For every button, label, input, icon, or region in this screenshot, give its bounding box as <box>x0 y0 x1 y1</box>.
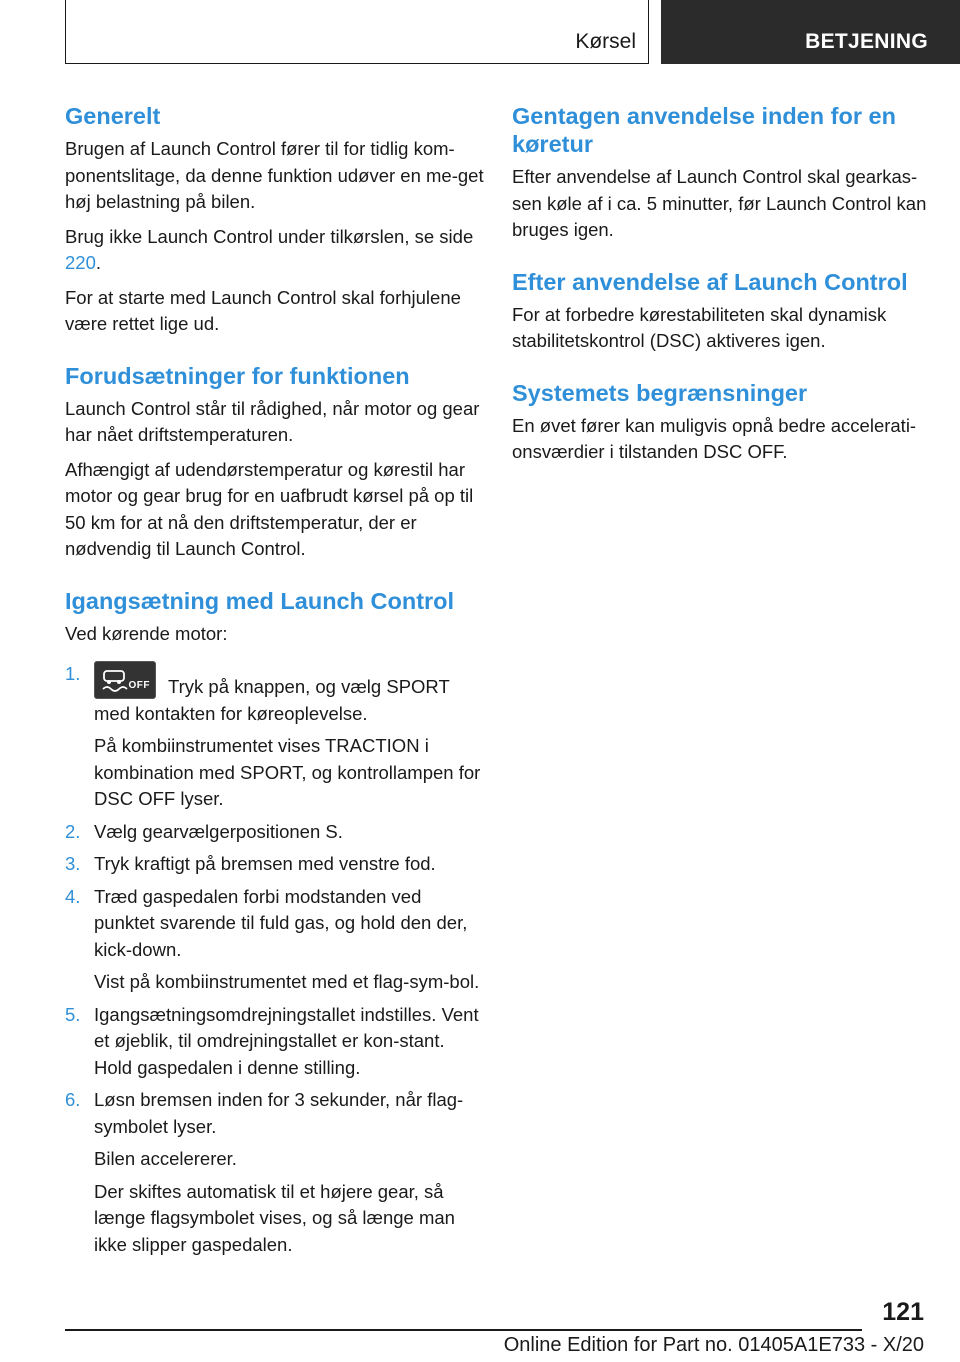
paragraph: Brugen af Launch Control fører til for tidlig kom-ponentslitage, da denne funktion udøver en me-get høj belastning på bilen. <box>65 138 484 212</box>
list-item <box>65 884 485 996</box>
page-reference-link[interactable]: 220 <box>65 252 96 273</box>
step-number: 6. <box>65 1089 81 1110</box>
page-number: 121 <box>882 1298 924 1326</box>
step-text <box>94 661 485 727</box>
step-number: 1. <box>65 663 81 684</box>
paragraph: Ved kørende motor: <box>65 622 228 644</box>
section-systemets <box>512 379 932 466</box>
section-igangsaetning <box>65 587 485 1259</box>
section-gentagen <box>512 102 932 244</box>
step-text: Træd gaspedalen forbi modstanden ved punktet svarende til fuld gas, og hold den der, kick-down. <box>94 885 468 960</box>
paragraph: Afhængigt af udendørstemperatur og kørestil har motor og gear brug for en uafbrudt kørsel på op til 50 km for at nå den driftstemperatur, der er nødvendig til Launch Control. <box>65 458 474 559</box>
dsc-off-icon: OFF <box>94 661 156 699</box>
step-subtext: På kombiinstrumentet vises TRACTION i kombination med SPORT, og kontrollampen for DSC OFF lyser. <box>94 735 481 809</box>
header-section-box <box>65 0 649 64</box>
header-section-title: Kørsel <box>575 30 636 53</box>
header-chapter-title: BETJENING <box>805 30 928 53</box>
header-chapter-box <box>661 0 960 64</box>
list-item <box>65 661 485 813</box>
paragraph-text: . <box>95 252 102 273</box>
heading-generelt: Generelt <box>65 103 161 129</box>
step-subtext: Bilen accelererer. <box>94 1148 237 1169</box>
paragraph-text: Brug ikke Launch Control under tilkørslen, se side <box>65 225 474 247</box>
step-subtext: Der skiftes automatisk til et højere gear, så længe flagsymbolet vises, og så længe man ikke slipper gaspedalen. <box>94 1180 455 1255</box>
step-number: 2. <box>65 820 81 842</box>
heading-forudsaetninger: Forudsætninger for funktionen <box>65 362 410 389</box>
step-text: Løsn bremsen inden for 3 sekunder, når flag-symbolet lyser. <box>94 1089 464 1137</box>
left-column <box>65 102 485 1282</box>
step-number: 5. <box>65 1003 81 1025</box>
footer-edition: Online Edition for Part no. 01405A1E733 - X/20 <box>503 1334 924 1356</box>
right-column <box>512 102 932 490</box>
heading-efter: Efter anvendelse af Launch Control <box>512 268 908 295</box>
paragraph: Launch Control står til rådighed, når motor og gear har nået driftstemperaturen. <box>65 397 480 445</box>
step-number: 3. <box>65 853 81 874</box>
list-item <box>65 819 485 846</box>
step-text: Igangsætningsomdrejningstallet indstilles. Vent et øjeblik, til omdrejningstallet er kon-stant. Hold gaspedalen i denne stilling. <box>94 1003 479 1078</box>
list-item <box>65 851 485 878</box>
step-subtext: Vist på kombiinstrumentet med et flag-sym-bol. <box>94 971 480 992</box>
heading-gentagen: Gentagen anvendelse inden for en køretur <box>512 103 896 157</box>
section-generelt <box>65 102 485 338</box>
step-text: Tryk kraftigt på bremsen med venstre fod. <box>94 853 436 874</box>
heading-systemets: Systemets begrænsninger <box>512 379 808 406</box>
paragraph <box>65 224 485 277</box>
step-text-content: Tryk på knappen, og vælg SPORT med kontakten for køreoplevelse. <box>94 676 450 724</box>
step-text: Vælg gearvælgerpositionen S. <box>94 820 343 842</box>
paragraph: For at forbedre kørestabiliteten skal dynamisk stabilitetskontrol (DSC) aktiveres igen. <box>512 303 887 351</box>
step-number: 4. <box>65 885 81 907</box>
footer-divider <box>65 1329 862 1331</box>
paragraph: En øvet fører kan muligvis opnå bedre accelerati-onsværdier i tilstanden DSC OFF. <box>512 414 917 462</box>
section-efter <box>512 268 932 355</box>
paragraph: For at starte med Launch Control skal forhjulene være rettet lige ud. <box>65 286 461 334</box>
heading-igangsaetning: Igangsætning med Launch Control <box>65 587 455 614</box>
steps-list <box>65 661 485 1258</box>
section-forudsaetninger <box>65 362 485 563</box>
list-item <box>65 1087 485 1258</box>
paragraph: Efter anvendelse af Launch Control skal gearkas-sen køle af i ca. 5 minutter, før Launch Control kan bruges igen. <box>512 166 927 240</box>
list-item <box>65 1002 485 1082</box>
